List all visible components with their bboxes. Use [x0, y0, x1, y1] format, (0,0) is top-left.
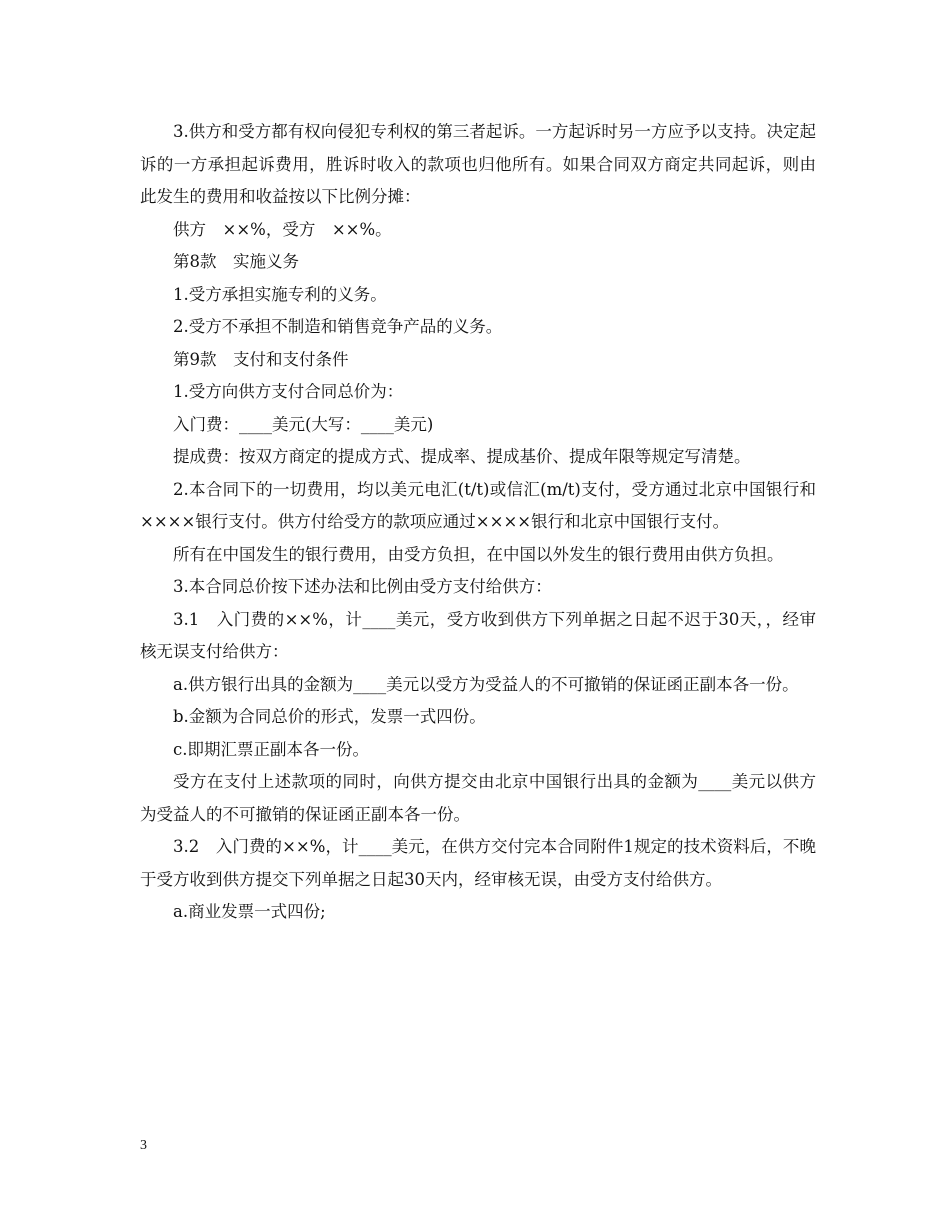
paragraph-3-2: 3.2 入门费的××%，计____美元，在供方交付完本合同附件1规定的技术资料后，不晚于受方收到供方提交下列单据之日起30天内，经审核无误，由受方支付给供方。: [140, 837, 816, 889]
paragraph-9-3: 3.本合同总价按下述办法和比例由受方支付给供方：: [173, 577, 552, 596]
heading-article-9: 第9款 支付和支付条件: [173, 349, 349, 369]
paragraph-bank-charges: 所有在中国发生的银行费用，由受方负担，在中国以外发生的银行费用由供方负担。: [173, 544, 784, 564]
paragraph-cost-sharing-ratio: 供方 ××%，受方 ××%。: [173, 219, 392, 239]
paragraph-royalty-fee: 提成费：按双方商定的提成方式、提成率、提成基价、提成年限等规定写清楚。: [173, 447, 751, 466]
paragraph-item-b: b.金额为合同总价的形式，发票一式四份。: [173, 707, 486, 726]
paragraph-receiver-guarantee: 受方在支付上述款项的同时，向供方提交由北京中国银行出具的金额为____美元以供方为受益人的不可撤销的保证函正副本各一份。: [140, 772, 816, 824]
paragraph-8-1: 1.受方承担实施专利的义务。: [173, 284, 387, 304]
heading-article-8: 第8款 实施义务: [173, 252, 299, 271]
paragraph-clause-3-litigation: 3.供方和受方都有权向侵犯专利权的第三者起诉。一方起诉时另一方应予以支持。决定起诉的一方承担起诉费用，胜诉时收入的款项也归他所有。如果合同双方商定共同起诉，则由此发生的费用和收益按以下比例分摊：: [140, 122, 816, 206]
paragraph-item-c: c.即期汇票正副本各一份。: [173, 739, 369, 759]
paragraph-8-2: 2.受方不承担不制造和销售竞争产品的义务。: [173, 317, 503, 336]
document-body: [140, 116, 816, 929]
paragraph-item-a: a.供方银行出具的金额为____美元以受方为受益人的不可撤销的保证函正副本各一份。: [173, 674, 799, 694]
paragraph-entry-fee: 入门费：____美元(大写：____美元): [173, 414, 434, 434]
paragraph-9-1: 1.受方向供方支付合同总价为：: [173, 382, 404, 401]
paragraph-item-a-invoice: a.商业发票一式四份;: [173, 902, 326, 921]
page-number: 3: [140, 1138, 147, 1153]
paragraph-3-1: 3.1 入门费的××%，计____美元，受方收到供方下列单据之日起不迟于30天，，经审核无误支付给供方：: [140, 609, 816, 661]
paragraph-9-2: 2.本合同下的一切费用，均以美元电汇(t/t)或信汇(m/t)支付，受方通过北京中国银行和××××银行支付。供方付给受方的款项应通过××××银行和北京中国银行支付。: [140, 479, 816, 531]
